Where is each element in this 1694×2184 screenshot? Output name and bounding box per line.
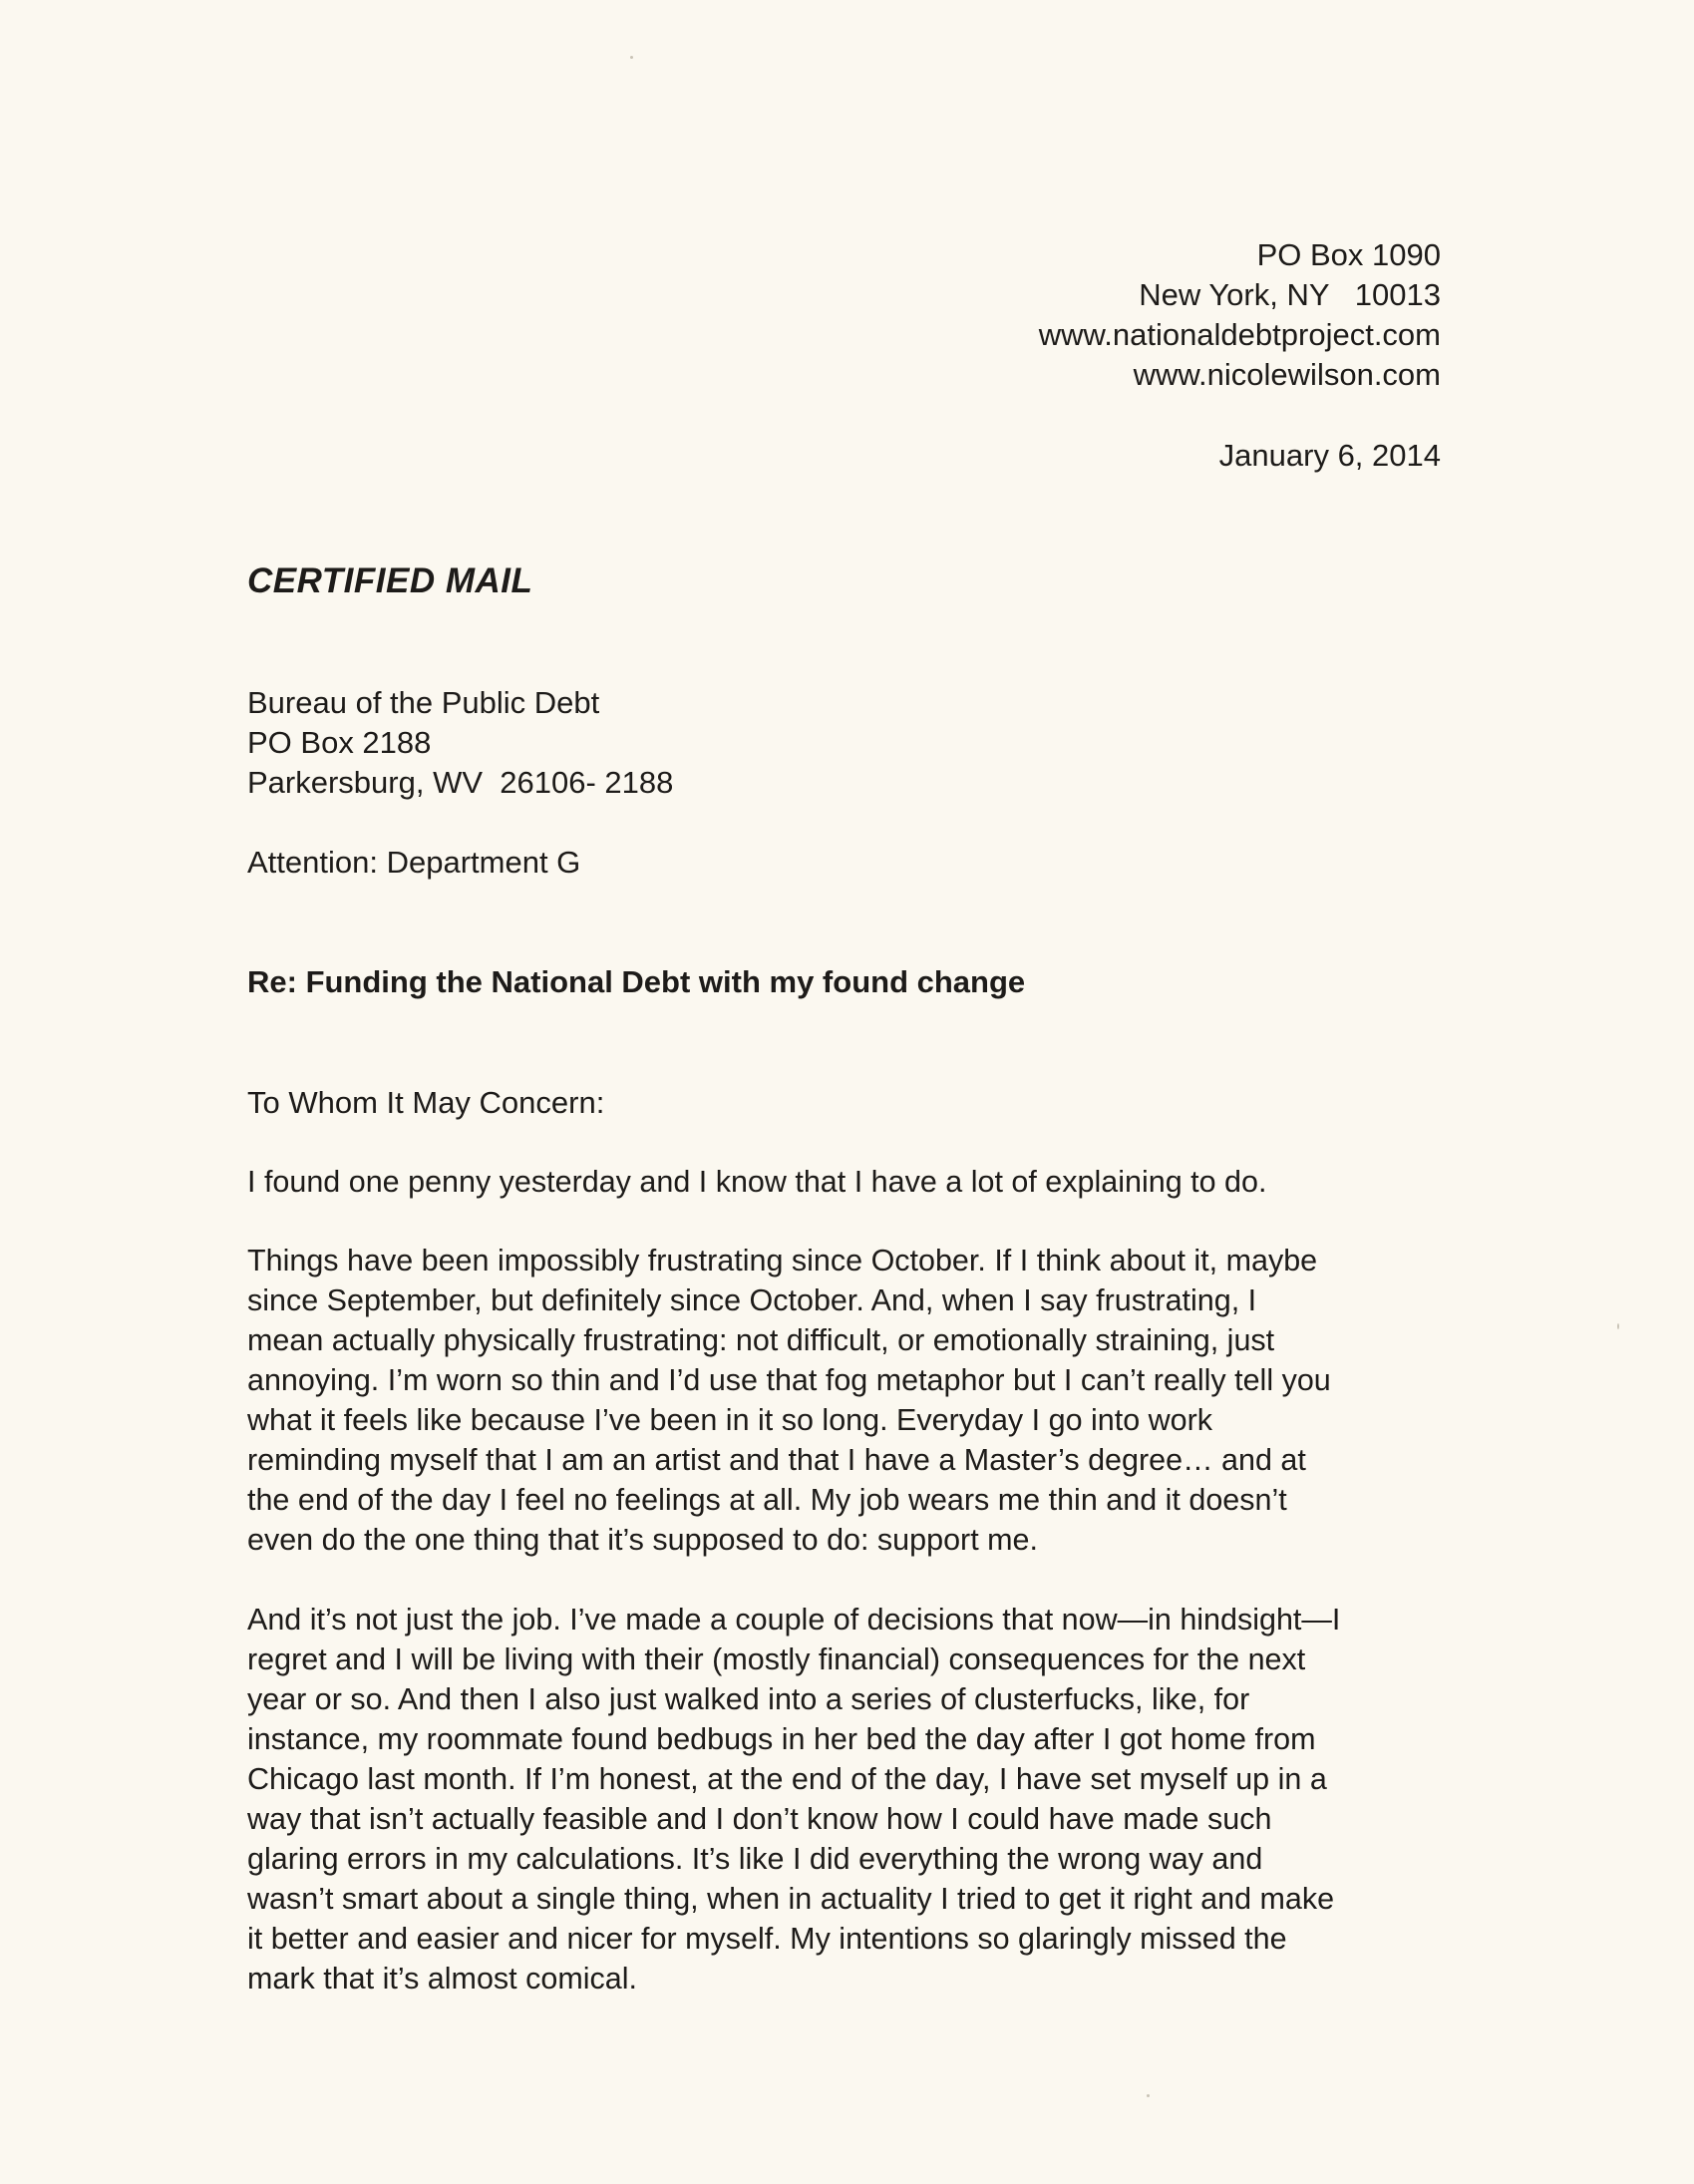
paper-speck bbox=[1617, 1323, 1619, 1329]
paragraph-line: the end of the day I feel no feelings at all. My job wears me thin and it doesn’t bbox=[247, 1483, 1287, 1517]
subject-line: Re: Funding the National Debt with my found change bbox=[247, 964, 1026, 999]
paragraph-line: mark that it’s almost comical. bbox=[247, 1962, 637, 1996]
paragraph-line: regret and I will be living with their (mostly financial) consequences for the next bbox=[247, 1642, 1306, 1676]
paragraph-line: wasn’t smart about a single thing, when in actuality I tried to get it right and make bbox=[247, 1882, 1335, 1916]
recipient-line-name: Bureau of the Public Debt bbox=[247, 685, 600, 720]
paragraph-line: what it feels like because I’ve been in it so long. Everyday I go into work bbox=[247, 1403, 1213, 1437]
paragraph-line: glaring errors in my calculations. It’s like I did everything the wrong way and bbox=[247, 1842, 1263, 1876]
body-paragraph-1 bbox=[247, 1162, 1444, 1202]
paragraph-line: even do the one thing that it’s supposed to do: support me. bbox=[247, 1523, 1038, 1557]
sender-line-website-1: www.nationaldebtproject.com bbox=[1038, 317, 1441, 352]
paragraph-line: since September, but definitely since October. And, when I say frustrating, I bbox=[247, 1283, 1257, 1317]
paragraph-line: annoying. I’m worn so thin and I’d use that fog metaphor but I can’t really tell you bbox=[247, 1363, 1331, 1397]
paper-speck bbox=[1147, 2094, 1150, 2097]
sender-address bbox=[1039, 235, 1441, 395]
paragraph-line: Chicago last month. If I’m honest, at the end of the day, I have set myself up in a bbox=[247, 1762, 1327, 1796]
paper-speck bbox=[630, 56, 633, 59]
salutation: To Whom It May Concern: bbox=[247, 1085, 605, 1120]
certified-mail-heading: CERTIFIED MAIL bbox=[247, 561, 533, 600]
paragraph-line: it better and easier and nicer for myself. My intentions so glaringly missed the bbox=[247, 1922, 1287, 1956]
letter-date: January 6, 2014 bbox=[1218, 438, 1441, 473]
paragraph-line: Things have been impossibly frustrating since October. If I think about it, maybe bbox=[247, 1244, 1318, 1277]
paragraph-line: way that isn’t actually feasible and I don’t know how I could have made such bbox=[247, 1802, 1272, 1836]
body-paragraph-2 bbox=[247, 1241, 1444, 1560]
recipient-line-city: Parkersburg, WV 26106- 2188 bbox=[247, 765, 674, 800]
sender-line-website-2: www.nicolewilson.com bbox=[1133, 357, 1441, 392]
paragraph-line: I found one penny yesterday and I know that I have a lot of explaining to do. bbox=[247, 1165, 1267, 1199]
attention-line: Attention: Department G bbox=[247, 845, 581, 880]
paragraph-line: instance, my roommate found bedbugs in her bed the day after I got home from bbox=[247, 1722, 1316, 1756]
recipient-address bbox=[247, 683, 673, 803]
sender-line-pobox: PO Box 1090 bbox=[1256, 237, 1441, 272]
paragraph-line: mean actually physically frustrating: not difficult, or emotionally straining, just bbox=[247, 1323, 1275, 1357]
paragraph-line: year or so. And then I also just walked into a series of clusterfucks, like, for bbox=[247, 1682, 1250, 1716]
paragraph-line: reminding myself that I am an artist and that I have a Master’s degree… and at bbox=[247, 1443, 1306, 1477]
paragraph-line: And it’s not just the job. I’ve made a couple of decisions that now—in hindsight—I bbox=[247, 1603, 1341, 1637]
body-paragraph-3 bbox=[247, 1600, 1444, 1999]
recipient-line-pobox: PO Box 2188 bbox=[247, 725, 432, 760]
sender-line-city: New York, NY 10013 bbox=[1139, 277, 1441, 312]
